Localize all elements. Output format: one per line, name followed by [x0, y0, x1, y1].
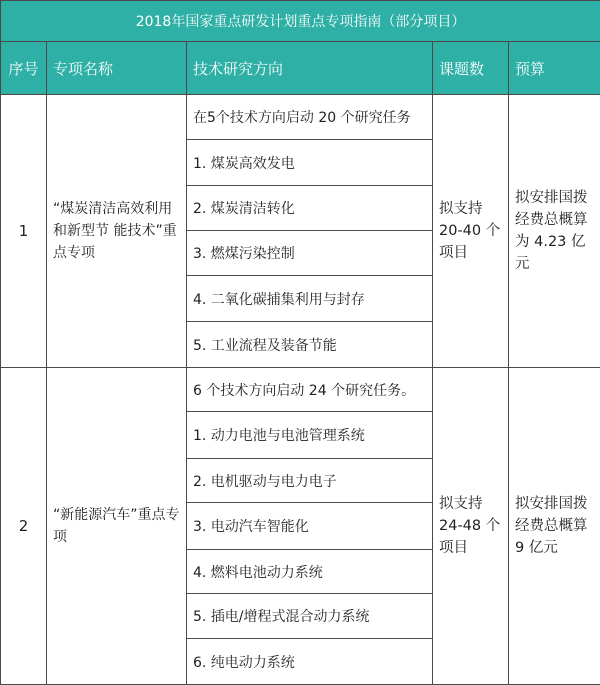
header-direction: 技术研究方向 [187, 42, 433, 95]
project-name: “煤炭清洁高效利用和新型节 能技术”重点专项 [47, 95, 187, 368]
direction-item: 5. 工业流程及装备节能 [187, 322, 432, 367]
direction-item: 3. 燃煤污染控制 [187, 231, 432, 276]
header-index: 序号 [1, 42, 47, 95]
header-budget: 预算 [509, 42, 600, 95]
header-count: 课题数 [433, 42, 509, 95]
row-index: 2 [1, 368, 47, 685]
row-index: 1 [1, 95, 47, 368]
project-count: 拟支持 24-48 个项目 [433, 368, 509, 685]
table-row [1, 95, 600, 368]
direction-list [187, 95, 433, 368]
table-title: 2018年国家重点研发计划重点专项指南（部分项目） [1, 1, 600, 42]
direction-item: 1. 煤炭高效发电 [187, 140, 432, 186]
direction-item: 4. 燃料电池动力系统 [187, 550, 432, 594]
table-row [1, 368, 600, 685]
project-name: “新能源汽车”重点专项 [47, 368, 187, 685]
direction-list [187, 368, 433, 685]
direction-item: 6 个技术方向启动 24 个研究任务。 [187, 368, 432, 412]
direction-item: 在5个技术方向启动 20 个研究任务 [187, 95, 432, 140]
direction-item: 6. 纯电动力系统 [187, 639, 432, 684]
direction-item: 4. 二氧化碳捕集利用与封存 [187, 276, 432, 322]
direction-item: 5. 插电/增程式混合动力系统 [187, 594, 432, 639]
project-count: 拟支持 20-40 个项目 [433, 95, 509, 368]
direction-item: 3. 电动汽车智能化 [187, 503, 432, 550]
direction-item: 2. 煤炭清洁转化 [187, 186, 432, 231]
header-name: 专项名称 [47, 42, 187, 95]
project-budget: 拟安排国拨经费总概算 9 亿元 [509, 368, 600, 685]
direction-item: 2. 电机驱动与电力电子 [187, 459, 432, 503]
project-budget: 拟安排国拨经费总概算为 4.23 亿元 [509, 95, 600, 368]
direction-item: 1. 动力电池与电池管理系统 [187, 412, 432, 459]
